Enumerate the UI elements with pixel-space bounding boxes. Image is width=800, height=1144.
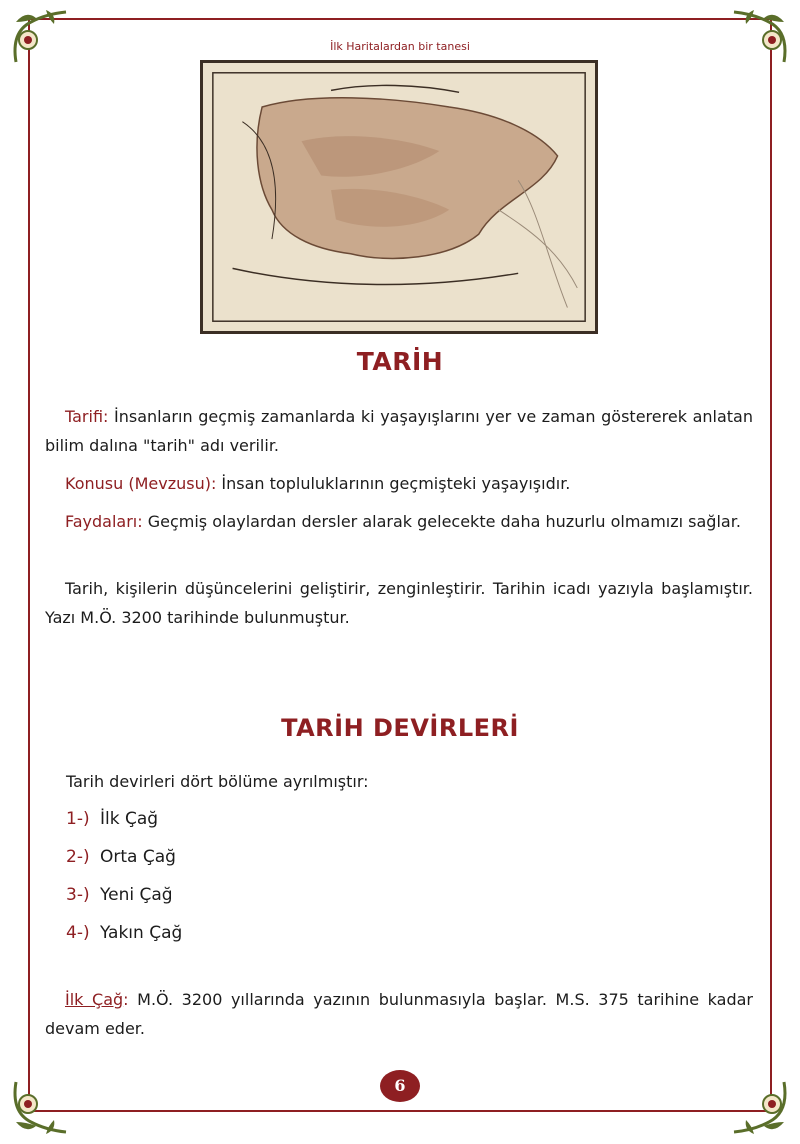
list-item — [66, 800, 182, 838]
ilkcag-paragraph — [45, 985, 753, 1043]
ilkcag-label: İlk Çağ — [65, 990, 124, 1009]
konusu-text: İnsan topluluklarının geçmişteki yaşayışıdır. — [216, 474, 571, 493]
devirler-list — [66, 800, 182, 952]
tarih-paragraph-text: Tarih, kişilerin düşüncelerini geliştirir, zenginleştirir. Tarihin icadı yazıyla başlamıştır. Yazı M.Ö. 3200 tarihinde bulunmuştur. — [45, 579, 753, 627]
ilkcag-colon: : — [123, 990, 129, 1009]
devirler-intro: Tarih devirleri dört bölüme ayrılmıştır: — [66, 772, 369, 791]
section-title-tarih-devirleri: TARİH DEVİRLERİ — [281, 714, 519, 742]
list-item — [66, 876, 182, 914]
corner-ornament-icon — [724, 1072, 794, 1142]
tarih-paragraph — [45, 574, 753, 632]
list-item-number: 2-) — [66, 847, 90, 867]
list-item-number: 4-) — [66, 923, 90, 943]
corner-ornament-icon — [724, 2, 794, 72]
historical-map-image — [200, 60, 598, 334]
list-item — [66, 914, 182, 952]
konusu-label: Konusu (Mevzusu): — [65, 474, 217, 493]
faydalari-paragraph — [45, 507, 753, 536]
faydalari-text: Geçmiş olaylardan dersler alarak gelecekte daha huzurlu olmamızı sağlar. — [142, 512, 741, 531]
tarifi-text: İnsanların geçmiş zamanlarda ki yaşayışlarını yer ve zaman göstererek anlatan bilim dalına "tarih" adı verilir. — [45, 407, 753, 455]
konusu-paragraph — [45, 469, 753, 498]
list-item — [66, 838, 182, 876]
section-title-tarih: TARİH — [356, 347, 444, 376]
tarifi-label: Tarifi: — [65, 407, 109, 426]
list-item-number: 1-) — [66, 809, 90, 829]
list-item-label: Orta Çağ — [100, 847, 176, 867]
tarifi-paragraph — [45, 402, 753, 460]
list-item-label: Yakın Çağ — [100, 923, 183, 943]
map-caption: İlk Haritalardan bir tanesi — [330, 40, 470, 53]
corner-ornament-icon — [6, 1072, 76, 1142]
corner-ornament-icon — [6, 2, 76, 72]
list-item-number: 3-) — [66, 885, 90, 905]
list-item-label: Yeni Çağ — [100, 885, 173, 905]
faydalari-label: Faydaları: — [65, 512, 143, 531]
ilkcag-text: M.Ö. 3200 yıllarında yazının bulunmasıyla başlar. M.S. 375 tarihine kadar devam eder. — [45, 990, 753, 1038]
page-number: 6 — [380, 1070, 420, 1102]
list-item-label: İlk Çağ — [100, 809, 159, 829]
